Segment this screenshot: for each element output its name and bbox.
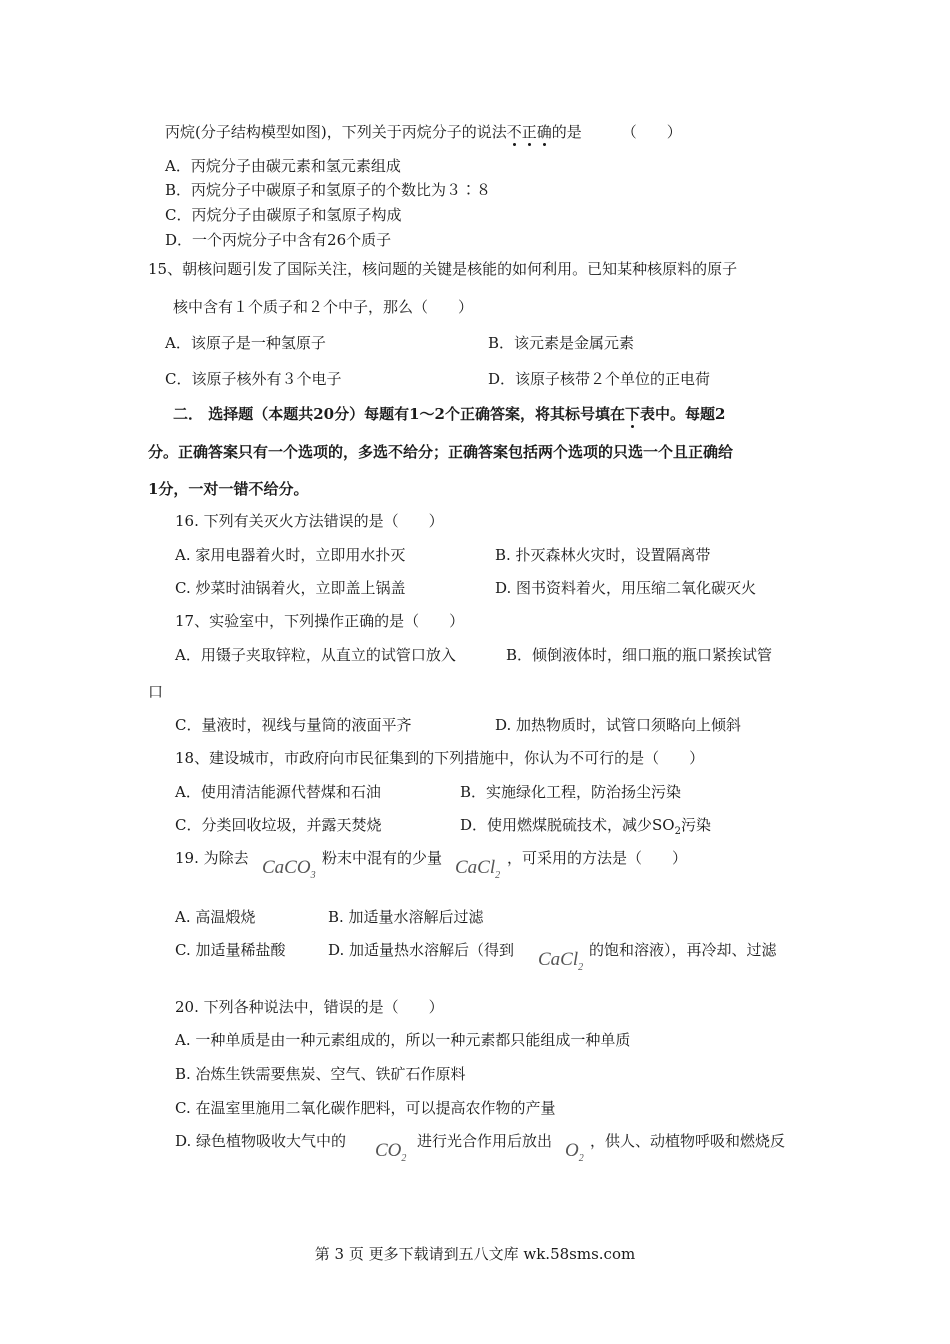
section2-heading-line2: 分。正确答案只有一个选项的，多选不给分；正确答案包括两个选项的只选一个且正确给 [148, 443, 734, 461]
q20-option-d-mid: 进行光合作用后放出 [417, 1132, 553, 1150]
q18-option-c: C．分类回收垃圾，并露天焚烧 [175, 816, 382, 834]
q20-formula-o2: $O_2$ [565, 1140, 584, 1164]
q15-option-a: A．该原子是一种氢原子 [165, 334, 326, 352]
q18-stem: 18、建设城市，市政府向市民征集到的下列措施中，你认为不可行的是（ ） [175, 749, 705, 767]
q18-option-b: B．实施绿化工程，防治扬尘污染 [460, 783, 682, 801]
q17-option-b: B．倾倒液体时，细口瓶的瓶口紧挨试管 [506, 646, 773, 664]
emphasis-dot-char: 确 [536, 123, 552, 141]
page-footer: 第 3 页 更多下载请到五八文库 wk.58sms.com [314, 1245, 636, 1263]
q19-formula-cacl2-saturated: CaCl$_2$ [538, 949, 584, 973]
q14-option-a: A．丙烷分子由碳元素和氢元素组成 [165, 157, 401, 175]
q16-option-c: C. 炒菜时油锅着火，立即盖上锅盖 [175, 579, 406, 597]
q20-formula-co2: $CO_2$ [375, 1140, 407, 1164]
q18-option-d: D．使用燃煤脱硫技术，减少$SO_2$污染 [460, 816, 711, 837]
q19-option-a: A. 高温煅烧 [175, 908, 256, 926]
q17-option-b-wrap: 口 [148, 683, 164, 701]
q15-stem-line2: 核中含有１个质子和２个中子，那么（ ） [173, 298, 474, 316]
q17-option-d: D. 加热物质时，试管口须略向上倾斜 [495, 716, 742, 734]
emphasis-dot-char: 下 [624, 405, 640, 423]
q17-option-c: C．量液时，视线与量筒的液面平齐 [175, 716, 412, 734]
q14-option-c: C．丙烷分子由碳原子和氢原子构成 [165, 206, 402, 224]
q14-option-b: B．丙烷分子中碳原子和氢原子的个数比为３∶８ [165, 181, 492, 199]
q19-stem-mid: 粉末中混有的少量 [322, 849, 443, 867]
q18-option-a: A．使用清洁能源代替煤和石油 [175, 783, 381, 801]
q19-option-b: B. 加适量水溶解后过滤 [328, 908, 484, 926]
q19-stem-pre: 19. 为除去 [175, 849, 249, 867]
q16-option-d: D. 图书资料着火，用压缩二氧化碳灭火 [495, 579, 757, 597]
q14-stem: 丙烷(分子结构模型如图)，下列关于丙烷分子的说法不正确的是 （ ） [165, 123, 682, 141]
q20-option-b: B. 冶炼生铁需要焦炭、空气、铁矿石作原料 [175, 1065, 466, 1083]
q19-option-d-post: 的饱和溶液），再冷却、过滤 [589, 941, 777, 959]
q17-option-a: A．用镊子夹取锌粒，从直立的试管口放入 [175, 646, 456, 664]
q17-stem: 17、实验室中，下列操作正确的是（ ） [175, 612, 465, 630]
q19-stem-post: ，可采用的方法是（ ） [507, 849, 688, 867]
q20-option-c: C. 在温室里施用二氧化碳作肥料，可以提高农作物的产量 [175, 1099, 556, 1117]
q19-formula-cacl2: CaCl$_2$ [455, 857, 501, 881]
q14-option-d: D．一个丙烷分子中含有26个质子 [165, 231, 392, 249]
q19-option-d-pre: D. 加适量热水溶解后（得到 [328, 941, 515, 959]
q15-option-c: C．该原子核外有３个电子 [165, 370, 342, 388]
section2-heading-line3: 1分，一对一错不给分。 [148, 480, 309, 498]
section2-heading-line1: 二． 选择题（本题共20分）每题有1～2个正确答案，将其标号填在下表中。每题2 [173, 405, 726, 423]
emphasis-dot-char: 正 [521, 123, 537, 141]
q20-stem: 20. 下列各种说法中，错误的是（ ） [175, 998, 444, 1016]
q16-option-a: A. 家用电器着火时，立即用水扑灭 [175, 546, 406, 564]
emphasis-dot-char: 不 [506, 123, 522, 141]
q19-formula-caco3: CaCO$_3$ [262, 857, 316, 881]
q15-option-b: B．该元素是金属元素 [488, 334, 635, 352]
q15-option-d: D．该原子核带２个单位的正电荷 [488, 370, 711, 388]
q20-option-d-pre: D. 绿色植物吸收大气中的 [175, 1132, 347, 1150]
q15-stem-line1: 15、朝核问题引发了国际关注，核问题的关键是核能的如何利用。已知某种核原料的原子 [148, 260, 738, 278]
q20-option-a: A. 一种单质是由一种元素组成的，所以一种元素都只能组成一种单质 [175, 1031, 631, 1049]
q16-option-b: B. 扑灭森林火灾时，设置隔离带 [495, 546, 711, 564]
q19-option-c: C. 加适量稀盐酸 [175, 941, 286, 959]
q16-stem: 16. 下列有关灭火方法错误的是（ ） [175, 512, 444, 530]
q20-option-d-post: ，供人、动植物呼吸和燃烧反 [590, 1132, 786, 1150]
